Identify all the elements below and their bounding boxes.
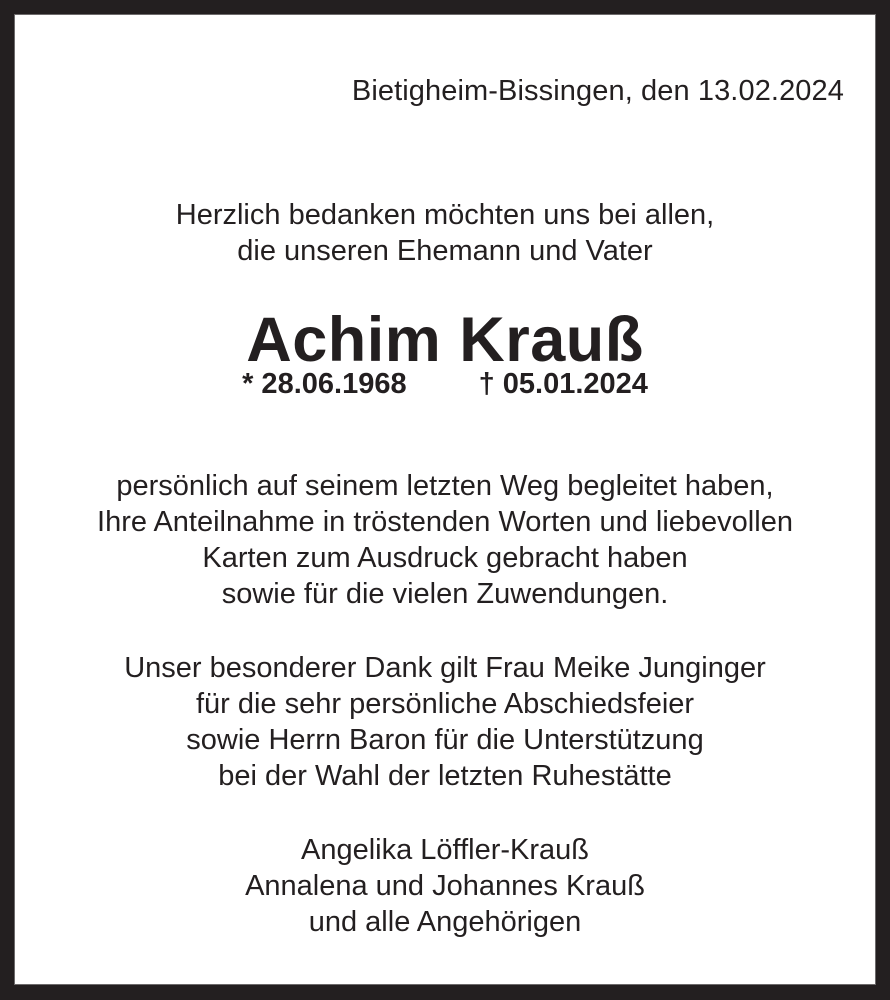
signer-line: und alle Angehörigen — [308, 906, 582, 938]
special-thanks-line: Unser besonderer Dank gilt Frau Meike Junginger — [124, 652, 766, 684]
special-thanks-line: für die sehr persönliche Abschiedsfeier — [195, 688, 695, 720]
thanks-line: sowie für die vielen Zuwendungen. — [221, 578, 669, 610]
deceased-name: Achim Krauß — [246, 305, 644, 375]
intro-line: Herzlich bedanken möchten uns bei allen, — [175, 199, 715, 231]
special-thanks-line: sowie Herrn Baron für die Unterstützung — [186, 724, 704, 756]
death-date: † 05.01.2024 — [478, 368, 648, 400]
thanks-line: persönlich auf seinem letzten Weg begleitet haben, — [116, 470, 774, 502]
intro-line: die unseren Ehemann und Vater — [237, 235, 653, 267]
signer-line: Angelika Löffler-Krauß — [300, 834, 589, 866]
special-thanks-line: bei der Wahl der letzten Ruhestätte — [218, 760, 672, 792]
place-and-date: Bietigheim-Bissingen, den 13.02.2024 — [351, 75, 844, 107]
signers-block — [14, 832, 876, 940]
thanks-line: Ihre Anteilnahme in tröstenden Worten und liebevollen — [97, 506, 793, 538]
obituary-notice-card — [14, 14, 876, 985]
intro-text — [14, 197, 876, 269]
special-thanks-paragraph — [14, 650, 876, 794]
thanks-paragraph — [14, 468, 876, 612]
birth-date: * 28.06.1968 — [242, 368, 407, 400]
signer-line: Annalena und Johannes Krauß — [245, 870, 645, 902]
thanks-line: Karten zum Ausdruck gebracht haben — [202, 542, 688, 574]
life-dates — [14, 366, 876, 402]
